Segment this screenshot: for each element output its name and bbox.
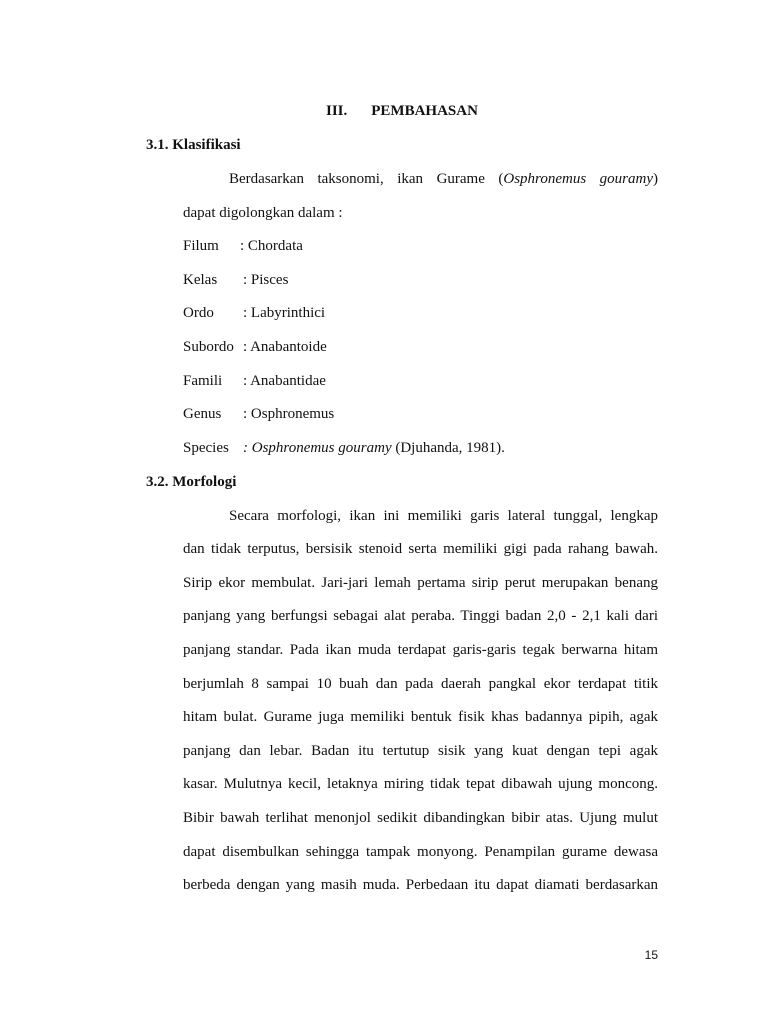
section-heading-morfologi: 3.2. Morfologi xyxy=(146,474,237,490)
text-run: ) xyxy=(653,171,659,187)
chapter-title xyxy=(326,102,478,120)
taxonomy-rank: Filum xyxy=(183,238,219,254)
page-number: 15 xyxy=(644,948,658,962)
citation: (Djuhanda, 1981). xyxy=(391,440,505,456)
paragraph-line: hitam bulat. Gurame juga memiliki bentuk fisik khas badannya pipih, agak xyxy=(183,709,658,725)
species-italic: Osphronemus gouramy xyxy=(503,171,654,187)
paragraph-line: panjang yang berfungsi sebagai alat peraba. Tinggi badan 2,0 - 2,1 kali dari xyxy=(183,608,658,624)
paragraph-line: kasar. Mulutnya kecil, letaknya miring tidak tepat dibawah ujung moncong. xyxy=(183,776,658,792)
chapter-number: III. xyxy=(326,103,348,119)
taxonomy-value: : Labyrinthici xyxy=(243,305,326,321)
section-heading-klasifikasi: 3.1. Klasifikasi xyxy=(146,137,241,153)
taxonomy-rank: Subordo xyxy=(183,339,234,355)
taxonomy-value: : Pisces xyxy=(243,272,289,288)
taxonomy-rank: Ordo xyxy=(183,305,214,321)
taxonomy-value: : Chordata xyxy=(240,238,303,254)
paragraph-line: panjang standar. Pada ikan muda terdapat garis-garis tegak berwarna hitam xyxy=(183,642,658,658)
taxonomy-value: : Anabantoide xyxy=(243,339,327,355)
taxonomy-value: : Anabantidae xyxy=(243,373,326,389)
text-run: Berdasarkan taksonomi, ikan Gurame ( xyxy=(229,171,504,187)
taxonomy-rank: Famili xyxy=(183,373,223,389)
paragraph-line: dan tidak terputus, bersisik stenoid serta memiliki gigi pada rahang bawah. xyxy=(183,541,658,557)
paragraph-line: panjang dan lebar. Badan itu tertutup sisik yang kuat dengan tepi agak xyxy=(183,743,658,759)
paragraph-line: dapat digolongkan dalam : xyxy=(183,205,343,221)
taxonomy-value: : Osphronemus xyxy=(243,406,335,422)
paragraph-line: Secara morfologi, ikan ini memiliki garis lateral tunggal, lengkap xyxy=(229,508,658,524)
chapter-name: PEMBAHASAN xyxy=(371,103,478,119)
paragraph-line: Bibir bawah terlihat menonjol sedikit dibandingkan bibir atas. Ujung mulut xyxy=(183,810,658,826)
paragraph-line xyxy=(229,170,658,188)
species-italic: : Osphronemus gouramy xyxy=(243,440,392,456)
taxonomy-rank: Genus xyxy=(183,406,222,422)
paragraph-line: dapat disembulkan sehingga tampak monyong. Penampilan gurame dewasa xyxy=(183,844,658,860)
taxonomy-rank: Species xyxy=(183,440,229,456)
paragraph-line: berjumlah 8 sampai 10 buah dan pada daerah pangkal ekor terdapat titik xyxy=(183,676,658,692)
paragraph-line: Sirip ekor membulat. Jari-jari lemah pertama sirip perut merupakan benang xyxy=(183,575,658,591)
taxonomy-rank: Kelas xyxy=(183,272,218,288)
paragraph-line: berbeda dengan yang masih muda. Perbedaan itu dapat diamati berdasarkan xyxy=(183,877,658,893)
